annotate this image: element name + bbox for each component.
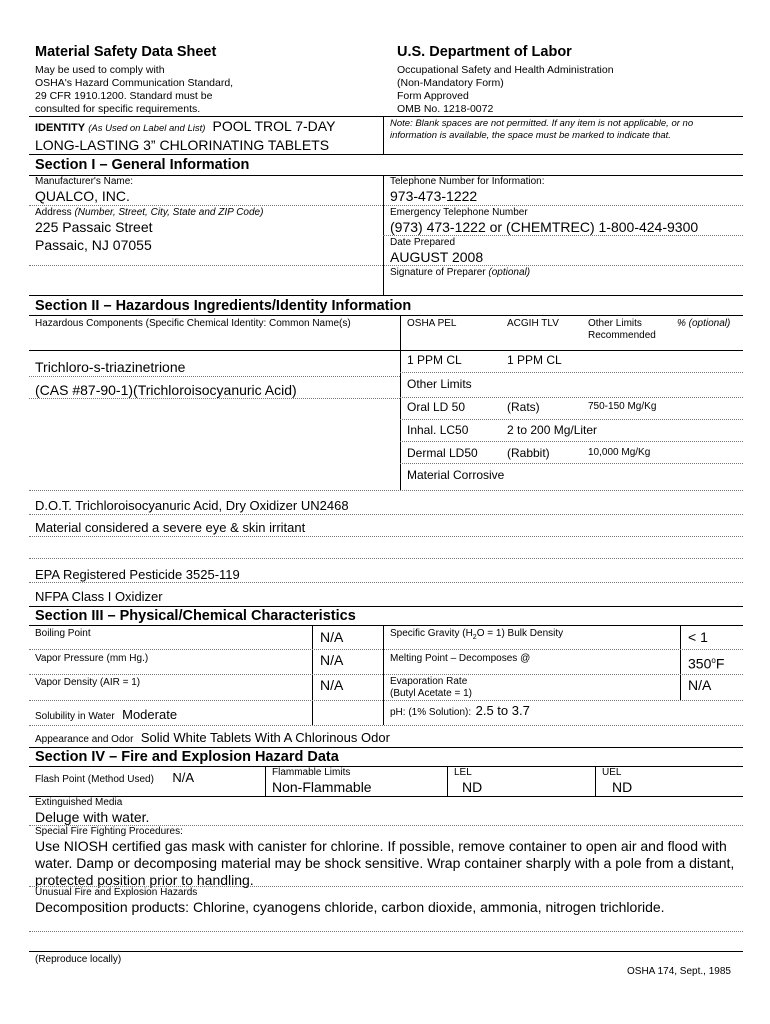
- flash-point-row: [35, 769, 194, 787]
- special-procedures-line: Use NIOSH certified gas mask with canister for chlorine. If possible, remove container to open air and flood with: [35, 838, 727, 854]
- acgih-tlv-value: 1 PPM CL: [507, 353, 562, 367]
- header-right-line: (Non-Mandatory Form): [397, 77, 504, 89]
- solubility-row: [35, 706, 177, 724]
- form-id: OSHA 174, Sept., 1985: [627, 966, 731, 977]
- emergency-label: Emergency Telephone Number: [390, 207, 528, 218]
- header-left-line: 29 CFR 1910.1200. Standard must be: [35, 90, 213, 102]
- dermal-ld50-value: 10,000 Mg/Kg: [588, 447, 651, 458]
- evaporation-rate-label-2: (Butyl Acetate = 1): [390, 688, 472, 699]
- special-procedures-line: water. Damp or decomposing material may be shock sensitive. Wrap container sharply with a pole from a distant,: [35, 855, 735, 871]
- col-other-recommended: Recommended: [588, 330, 656, 341]
- identity-value: POOL TROL 7-DAY: [212, 118, 336, 134]
- solubility-value: Moderate: [122, 707, 178, 722]
- ph-value: 2.5 to 3.7: [475, 703, 530, 718]
- identity-note: Note: Blank spaces are not permitted. If any item is not applicable, or no: [390, 118, 694, 129]
- flammable-limits-value: Non-Flammable: [272, 779, 372, 795]
- appearance-row: [35, 729, 390, 747]
- phone-label: Telephone Number for Information:: [390, 176, 545, 187]
- date-prepared: AUGUST 2008: [390, 249, 484, 265]
- signature-label-row: [390, 267, 530, 279]
- vapor-pressure-value: N/A: [320, 652, 344, 668]
- specific-gravity-label: Specific Gravity $(H_2O = 1)$ Bulk Density: [390, 628, 564, 641]
- section-1-title: Section I – General Information: [35, 157, 250, 173]
- section-3-title: Section III – Physical/Chemical Characteristics: [35, 608, 356, 624]
- ph-row: [390, 702, 530, 720]
- lel-label: LEL: [454, 767, 472, 778]
- dot-classification: D.O.T. Trichloroisocyanuric Acid, Dry Oxidizer UN2468: [35, 498, 349, 513]
- identity-note: information is available, the space must be marked to indicate that.: [390, 130, 671, 141]
- signature-label-note: (optional): [488, 267, 531, 278]
- section-4-title: Section IV – Fire and Explosion Hazard Data: [35, 749, 339, 765]
- document-title: Material Safety Data Sheet: [35, 44, 217, 60]
- address-label-row: [35, 207, 263, 219]
- melting-point-value: 350$^o$F: [688, 655, 725, 672]
- col-acgih-tlv: ACGIH TLV: [507, 318, 559, 329]
- ph-label: pH: (1% Solution):: [390, 707, 472, 718]
- extinguishing-value: Deluge with water.: [35, 809, 150, 825]
- identity-label: IDENTITY: [35, 122, 86, 134]
- irritant-note: Material considered a severe eye & skin irritant: [35, 520, 306, 535]
- identity-value-line2: LONG-LASTING 3” CHLORINATING TABLETS: [35, 137, 330, 153]
- vapor-density-label: Vapor Density (AIR = 1): [35, 677, 141, 688]
- osha-pel-value: 1 PPM CL: [407, 353, 462, 367]
- epa-registration: EPA Registered Pesticide 3525-119: [35, 567, 240, 582]
- address-street: 225 Passaic Street: [35, 219, 153, 235]
- address-label-note: (Number, Street, City, State and ZIP Code): [74, 207, 264, 218]
- agency-title: U.S. Department of Labor: [397, 44, 572, 60]
- reproduce-note: (Reproduce locally): [35, 954, 122, 965]
- header-right-line: Form Approved: [397, 90, 469, 102]
- col-osha-pel: OSHA PEL: [407, 318, 457, 329]
- flash-point-value: N/A: [172, 770, 195, 785]
- identity-label-note: (As Used on Label and List): [88, 123, 206, 134]
- col-other-limits: Other Limits: [588, 318, 642, 329]
- lel-value: ND: [462, 779, 483, 795]
- header-left-line: OSHA's Hazard Communication Standard,: [35, 77, 234, 89]
- unusual-hazards-label: Unusual Fire and Explosion Hazards: [35, 887, 198, 898]
- extinguishing-label: Extinguished Media: [35, 797, 123, 808]
- inhal-lc50-value: 2 to 200 Mg/Liter: [507, 423, 598, 437]
- header-right-line: Occupational Safety and Health Administration: [397, 64, 614, 76]
- manufacturer-label: Manufacturer's Name:: [35, 176, 134, 187]
- uel-value: ND: [612, 779, 633, 795]
- oral-ld50-label: Oral LD 50: [407, 400, 466, 414]
- special-procedures-label: Special Fire Fighting Procedures:: [35, 826, 183, 837]
- corrosive-note: Material Corrosive: [407, 468, 505, 482]
- identity-label-row: [35, 119, 335, 136]
- phone-number: 973-473-1222: [390, 188, 478, 204]
- address-city: Passaic, NJ 07055: [35, 237, 152, 253]
- oral-ld50-value: 750-150 Mg/Kg: [588, 401, 657, 412]
- header-left-line: consulted for specific requirements.: [35, 103, 201, 115]
- header-left-line: May be used to comply with: [35, 64, 165, 76]
- boiling-point-value: N/A: [320, 629, 344, 645]
- date-label: Date Prepared: [390, 237, 456, 248]
- special-procedures-line: protected position prior to handling.: [35, 872, 254, 888]
- flammable-limits-label: Flammable Limits: [272, 767, 351, 778]
- unusual-hazards-value: Decomposition products: Chlorine, cyanogens chloride, carbon dioxide, ammonia, nitrogen trichloride.: [35, 899, 665, 915]
- dermal-ld50-species: (Rabbit): [507, 446, 550, 460]
- col-components: Hazardous Components (Specific Chemical Identity: Common Name(s): [35, 318, 351, 329]
- vapor-density-value: N/A: [320, 677, 344, 693]
- header-right-line: OMB No. 1218-0072: [397, 103, 494, 115]
- boiling-point-label: Boiling Point: [35, 628, 91, 639]
- manufacturer-name: QUALCO, INC.: [35, 188, 130, 204]
- appearance-label: Appearance and Odor: [35, 734, 134, 745]
- signature-label: Signature of Preparer: [390, 267, 486, 278]
- oral-ld50-species: (Rats): [507, 400, 540, 414]
- uel-label: UEL: [602, 767, 622, 778]
- solubility-label: Solubility in Water: [35, 711, 115, 722]
- col-percent: % (optional): [677, 318, 731, 329]
- component-cas: (CAS #87-90-1)(Trichloroisocyanuric Acid): [35, 382, 297, 398]
- section-2-title: Section II – Hazardous Ingredients/Identity Information: [35, 298, 412, 314]
- nfpa-class: NFPA Class I Oxidizer: [35, 589, 163, 604]
- address-label: Address: [35, 207, 72, 218]
- other-limits-label: Other Limits: [407, 377, 472, 391]
- melting-point-label: Melting Point – Decomposes @: [390, 653, 531, 664]
- dermal-ld50-label: Dermal LD50: [407, 446, 478, 460]
- specific-gravity-value: < 1: [688, 629, 708, 645]
- vapor-pressure-label: Vapor Pressure (mm Hg.): [35, 653, 149, 664]
- appearance-value: Solid White Tablets With A Chlorinous Odor: [140, 730, 390, 745]
- flash-point-label: Flash Point (Method Used): [35, 774, 154, 785]
- component-name: Trichloro-s-triazinetrione: [35, 359, 186, 375]
- evaporation-rate-label: Evaporation Rate: [390, 676, 468, 687]
- inhal-lc50-label: Inhal. LC50: [407, 423, 469, 437]
- evaporation-rate-value: N/A: [688, 677, 712, 693]
- emergency-phone: (973) 473-1222 or (CHEMTREC) 1-800-424-9300: [390, 219, 699, 235]
